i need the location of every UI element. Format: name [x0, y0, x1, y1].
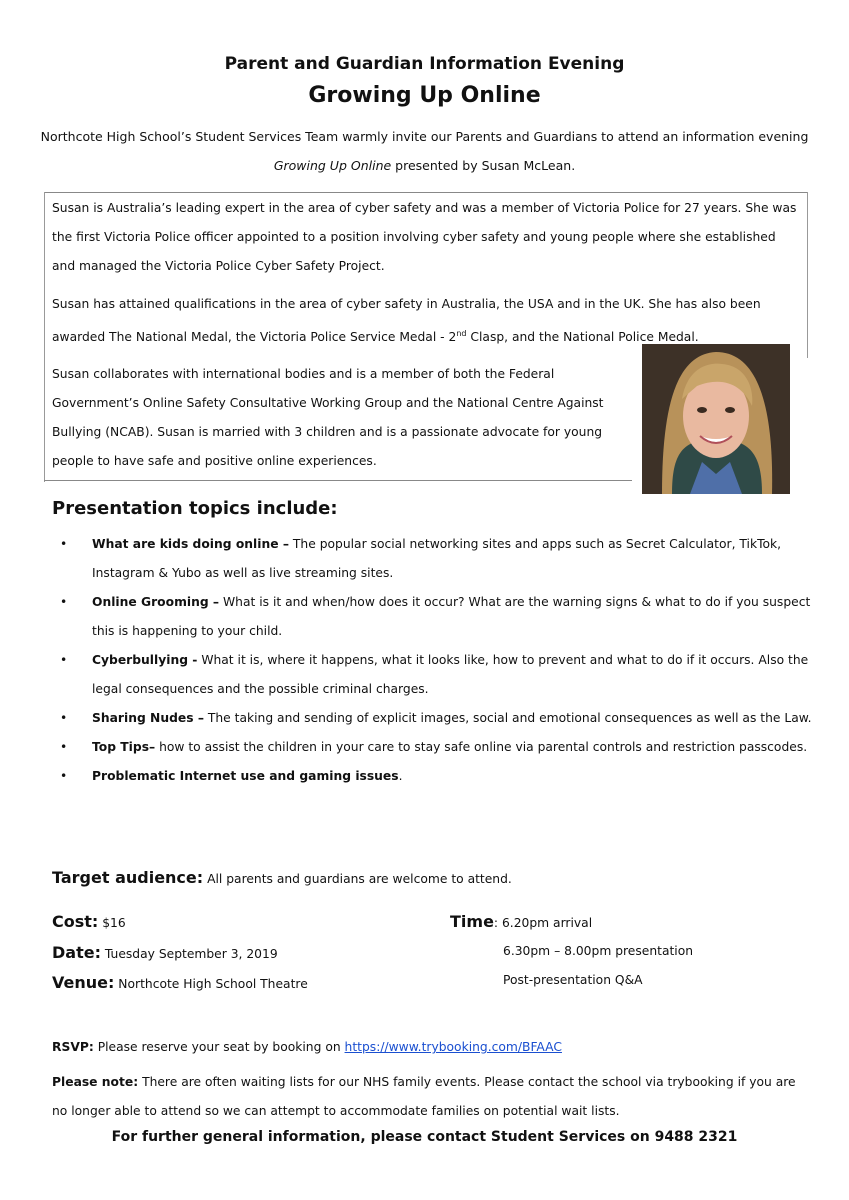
target-audience	[52, 868, 512, 887]
time-label: Time	[450, 912, 494, 931]
speaker-portrait-image	[642, 344, 790, 494]
topic-text: What is it and when/how does it occur? What are the warning signs & what to do if you suspect this is happening to your child.	[92, 595, 811, 638]
bio-paragraph-3: Susan collaborates with international bodies and is a member of both the Federal Government’s Online Safety Consultative Working Group and the National Centre Against Bullying (NCAB). Susan is married with 3 children and is a passionate advocate for young people to have safe and positive online experiences.	[52, 367, 604, 468]
bio-paragraph-1: Susan is Australia’s leading expert in the area of cyber safety and was a member of Victoria Police for 27 years. She was the first Victoria Police officer appointed to a position involving cyber safety and young people where she established and managed the Victoria Police Cyber Safety Project.	[52, 201, 797, 273]
topic-title: Cyberbullying -	[92, 653, 198, 667]
topic-item	[52, 762, 812, 791]
audience-text: All parents and guardians are welcome to attend.	[203, 872, 512, 886]
cost-value: $16	[98, 916, 126, 930]
topic-title: Sharing Nudes –	[92, 711, 204, 725]
topics-heading: Presentation topics include:	[52, 498, 338, 519]
bullet-icon: •	[60, 595, 68, 609]
topic-title: Top Tips–	[92, 740, 156, 754]
rsvp-label: RSVP:	[52, 1040, 94, 1054]
topic-text: The taking and sending of explicit images, social and emotional consequences as well as the Law.	[203, 711, 812, 725]
topic-text: how to assist the children in your care to stay safe online via parental controls and restriction passcodes.	[155, 740, 808, 754]
time-qa: Post-presentation Q&A	[503, 973, 643, 987]
bullet-icon: •	[60, 653, 68, 667]
bio-paragraph-2	[52, 290, 802, 352]
intro-text-before: Northcote High School’s Student Services Team warmly invite our Parents and Guardians to attend an information evening	[40, 129, 809, 144]
topic-item	[52, 530, 812, 588]
topic-title: Problematic Internet use and gaming issues	[92, 769, 399, 783]
bullet-icon: •	[60, 537, 68, 551]
bio-border-left	[44, 192, 45, 482]
intro-text-after: presented by Susan McLean.	[391, 158, 576, 173]
venue-value: Northcote High School Theatre	[114, 977, 308, 991]
topics-list	[52, 530, 812, 791]
time-presentation: 6.30pm – 8.00pm presentation	[503, 944, 694, 958]
cost-label: Cost:	[52, 912, 99, 931]
intro-event-name: Growing Up Online	[273, 158, 392, 173]
event-title: Parent and Guardian Information Evening	[224, 54, 625, 74]
bio-border-top	[44, 192, 808, 193]
topic-title: Online Grooming –	[92, 595, 220, 609]
topic-text: What it is, where it happens, what it looks like, how to prevent and what to do if it occurs. Also the legal consequences and the possible criminal charges.	[92, 653, 809, 696]
please-note	[52, 1068, 802, 1126]
time-value: : 6.20pm arrival	[493, 916, 593, 930]
bullet-icon: •	[60, 769, 68, 783]
bullet-icon: •	[60, 740, 68, 754]
topic-text: The popular social networking sites and apps such as Secret Calculator, TikTok, Instagram & Yubo as well as live streaming sites.	[92, 537, 782, 580]
note-label: Please note:	[52, 1075, 139, 1089]
bio-border-bottom	[44, 480, 632, 481]
rsvp-text: Please reserve your seat by booking on	[93, 1040, 345, 1054]
bio-p2-after: Clasp, and the National Police Medal.	[466, 330, 699, 345]
venue-info	[52, 973, 308, 992]
contact-footer: For further general information, please contact Student Services on 9488 2321	[111, 1129, 738, 1145]
topic-text: .	[398, 769, 403, 783]
event-subtitle: Growing Up Online	[308, 83, 541, 108]
rsvp-info	[52, 1040, 562, 1054]
bio-border-right	[807, 192, 808, 358]
venue-label: Venue:	[52, 973, 115, 992]
intro-paragraph	[40, 122, 809, 180]
topic-title: What are kids doing online –	[92, 537, 290, 551]
topic-item	[52, 733, 812, 762]
date-label: Date:	[52, 943, 101, 962]
audience-label: Target audience:	[52, 868, 204, 887]
date-value: Tuesday September 3, 2019	[100, 947, 278, 961]
booking-link[interactable]: https://www.trybooking.com/BFAAC	[344, 1040, 562, 1054]
bullet-icon: •	[60, 711, 68, 725]
topic-item	[52, 704, 812, 733]
topic-item	[52, 646, 812, 704]
date-info	[52, 943, 278, 962]
topic-item	[52, 588, 812, 646]
bio-p2-before: Susan has attained qualifications in the area of cyber safety in Australia, the USA and in the UK. She has also been awarded The National Medal, the Victoria Police Service Medal - 2	[52, 297, 761, 345]
note-text: There are often waiting lists for our NHS family events. Please contact the school via trybooking if you are no longer able to attend so we can attempt to accommodate families on potential wait lists.	[52, 1075, 796, 1118]
bio-p2-superscript: nd	[456, 329, 467, 338]
speaker-photo	[642, 344, 790, 494]
time-info	[450, 912, 592, 931]
cost-info	[52, 912, 126, 931]
